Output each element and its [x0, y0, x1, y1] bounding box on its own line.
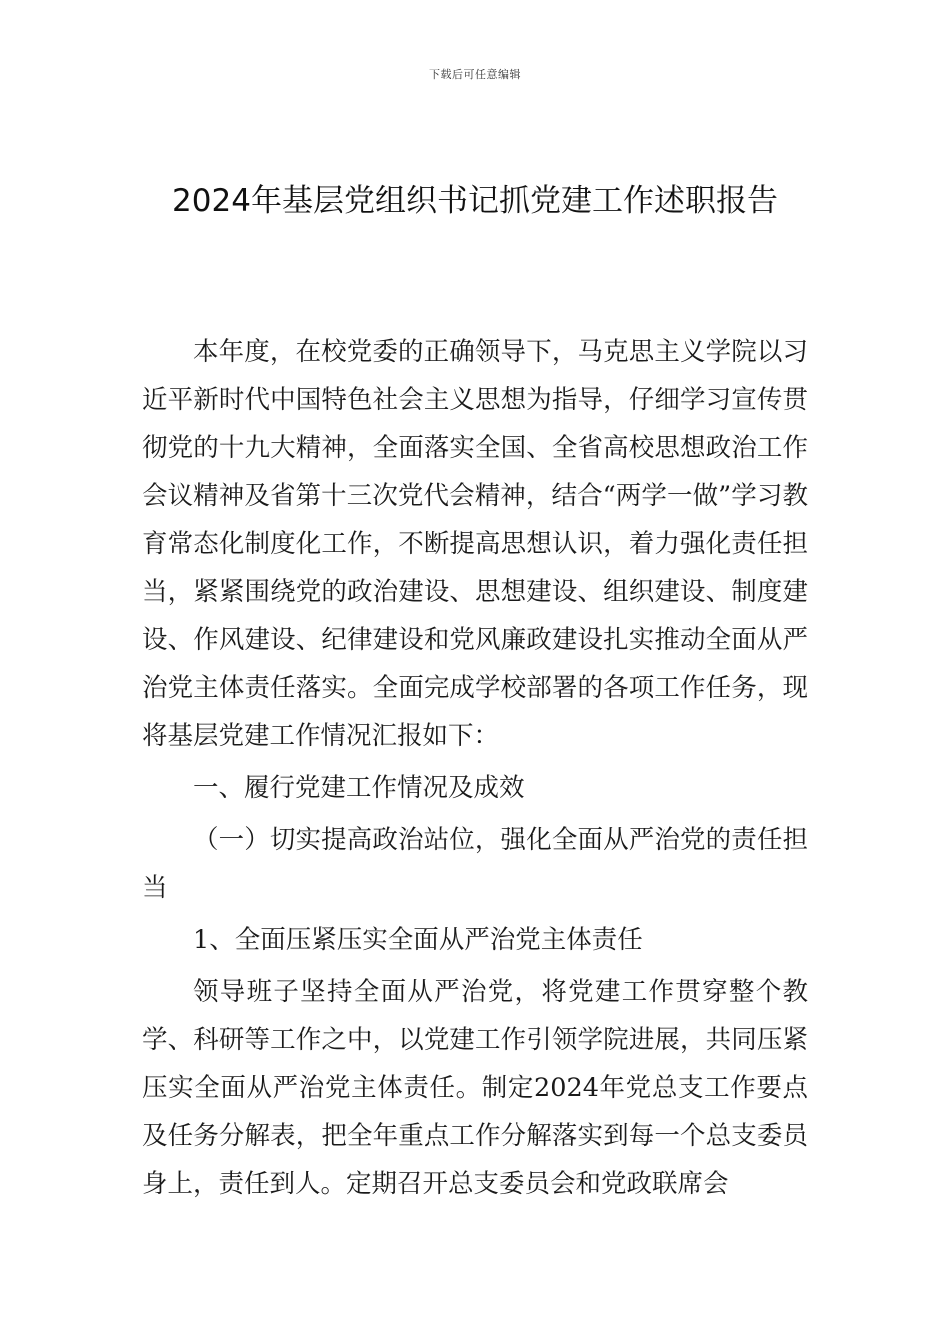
body-paragraph: 领导班子坚持全面从严治党，将党建工作贯穿整个教学、科研等工作之中，以党建工作引领学院进展，共同压紧压实全面从严治党主体责任。制定2024年党总支工作要点及任务分解表，把全年重点工作分解落实到每一个总支委员身上，责任到人。定期召开总支委员会和党政联席会	[142, 977, 808, 1199]
section-heading-1: 一、履行党建工作情况及成效	[193, 773, 525, 803]
item-heading-1: 1、全面压紧压实全面从严治党主体责任	[193, 925, 643, 955]
intro-paragraph: 本年度，在校党委的正确领导下，马克思主义学院以习近平新时代中国特色社会主义思想为指导，仔细学习宣传贯彻党的十九大精神，全面落实全国、全省高校思想政治工作会议精神及省第十三次党代会精神，结合“两学一做”学习教育常态化制度化工作，不断提高思想认识，着力强化责任担当，紧紧围绕党的政治建设、思想建设、组织建设、制度建设、作风建设、纪律建设和党风廉政建设扎实推动全面从严治党主体责任落实。全面完成学校部署的各项工作任务，现将基层党建工作情况汇报如下：	[142, 337, 808, 751]
document-body	[142, 328, 808, 1208]
subsection-heading-1: （一）切实提高政治站位，强化全面从严治党的责任担当	[142, 825, 808, 903]
document-title: 2024年基层党组织书记抓党建工作述职报告	[172, 183, 778, 219]
header-note: 下载后可任意编辑	[429, 68, 521, 81]
